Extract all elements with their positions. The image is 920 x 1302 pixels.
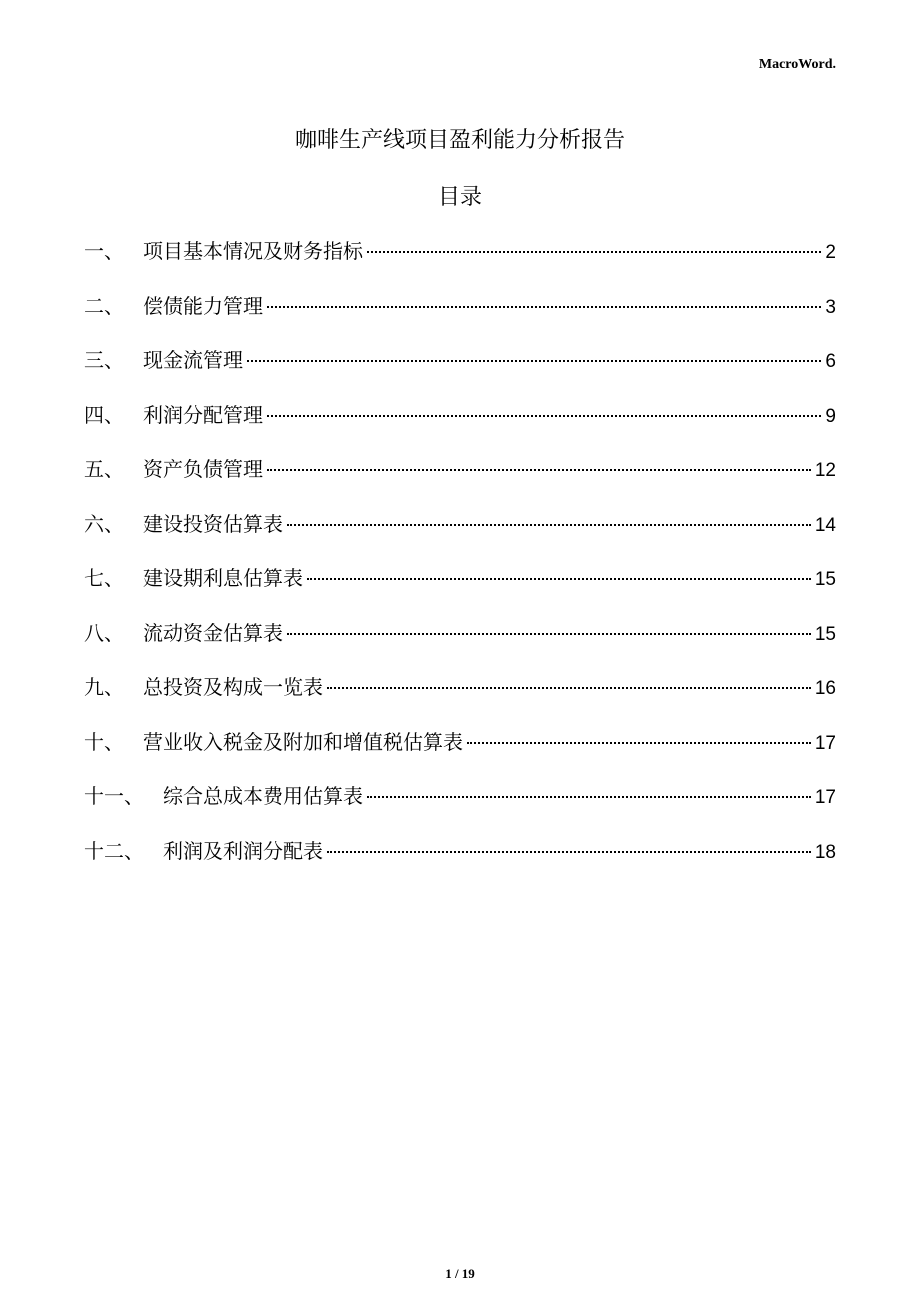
toc-entry[interactable] [84,399,836,454]
toc-number: 四、 [84,402,124,427]
toc-entry[interactable] [84,453,836,508]
toc-page-number: 6 [825,351,836,372]
toc-number: 一、 [84,239,124,263]
toc-page-number: 9 [825,405,836,427]
toc-entry[interactable] [84,835,836,890]
toc-page-number: 15 [814,623,836,645]
toc-leader [327,687,811,689]
toc-title: 偿债能力管理 [143,293,263,318]
toc-number: 五、 [84,457,124,481]
toc-entry[interactable] [84,780,836,835]
toc-entry[interactable] [84,344,836,399]
toc-leader [327,851,811,853]
toc-leader [467,742,811,744]
document-title: 咖啡生产线项目盈利能力分析报告 [294,128,625,153]
toc-leader [367,251,821,253]
toc-number: 十一、 [84,784,144,808]
toc-leader [287,633,811,635]
toc-number: 二、 [84,293,124,318]
toc-title: 总投资及构成一览表 [143,675,323,699]
toc-number: 三、 [84,348,124,372]
toc-number: 七、 [84,566,124,590]
toc-page-number: 17 [814,787,836,808]
toc-entry[interactable] [84,617,836,672]
toc-leader [267,306,821,308]
toc-page-number: 14 [814,514,836,536]
toc-entry[interactable] [84,290,836,345]
toc-entry[interactable] [84,235,836,290]
toc-title: 资产负债管理 [143,457,263,481]
toc-entry[interactable] [84,671,836,726]
toc-leader [267,469,811,471]
table-of-contents [84,235,836,889]
toc-entry[interactable] [84,562,836,617]
toc-entry[interactable] [84,508,836,563]
toc-number: 十二、 [84,838,144,863]
toc-page-number: 2 [825,242,836,263]
toc-page-number: 18 [814,841,836,863]
toc-title: 利润分配管理 [143,402,263,427]
toc-leader [287,524,811,526]
toc-page-number: 16 [814,678,836,699]
toc-page-number: 3 [825,296,836,318]
toc-entry[interactable] [84,726,836,781]
toc-title: 建设投资估算表 [143,511,283,536]
toc-leader [267,415,821,417]
toc-title: 利润及利润分配表 [163,838,323,863]
toc-leader [307,578,811,580]
toc-title: 现金流管理 [143,348,243,372]
toc-page-number: 17 [814,732,836,754]
toc-number: 十、 [84,729,124,754]
toc-leader [247,360,821,362]
toc-title: 流动资金估算表 [143,620,283,645]
toc-page-number: 12 [814,460,836,481]
header-brand: MacroWord. [758,57,836,72]
page-indicator: 1 / 19 [445,1266,475,1281]
toc-heading: 目录 [437,185,482,210]
toc-title: 营业收入税金及附加和增值税估算表 [143,729,463,754]
toc-number: 九、 [84,675,124,699]
toc-title: 项目基本情况及财务指标 [143,239,363,263]
toc-title: 综合总成本费用估算表 [163,784,363,808]
toc-title: 建设期利息估算表 [143,566,303,590]
toc-number: 六、 [84,511,124,536]
toc-page-number: 15 [814,569,836,590]
toc-leader [367,796,811,798]
toc-number: 八、 [84,620,124,645]
